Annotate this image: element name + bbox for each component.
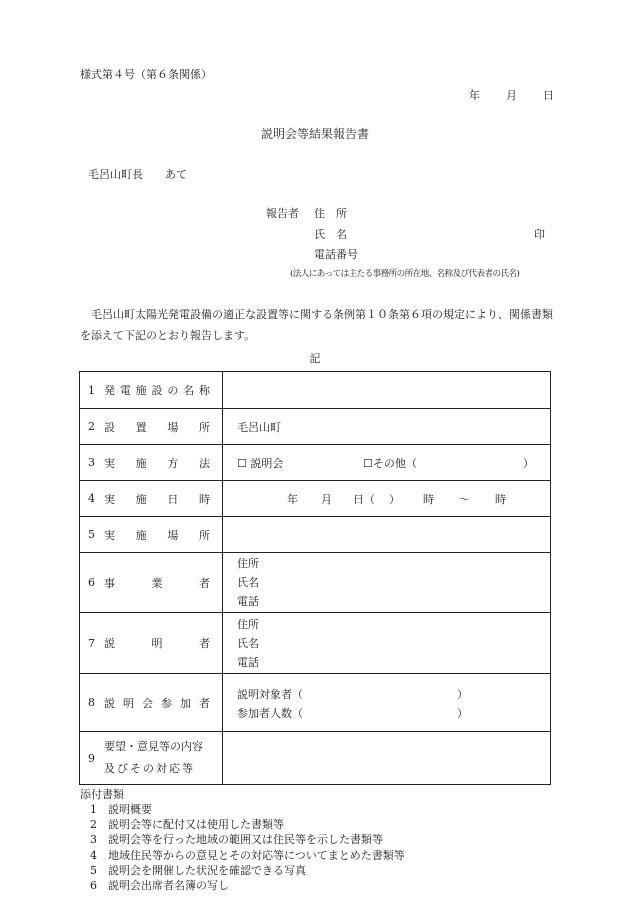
venue-label: 実 施 場 所 xyxy=(104,528,210,542)
reporter-label: 報告者 xyxy=(266,207,299,220)
ki-marker: 記 xyxy=(309,352,321,365)
list-item: 5 説明会を開催した状況を確認できる写真 xyxy=(90,863,306,877)
facility-name-label: 発 電 施 設 の 名 称 xyxy=(104,384,210,397)
explainer-label: 説 明 者 xyxy=(104,637,210,650)
addressee-name: 毛呂山町長 xyxy=(88,168,143,181)
row-number: 1 xyxy=(88,383,95,397)
facility-name-field[interactable] xyxy=(223,372,551,409)
list-item: 4 地域住民等からの意見とその対応等についてまとめた書類等 xyxy=(90,848,405,862)
location-label: 設 置 場 所 xyxy=(104,420,210,434)
attachments-heading: 添付書類 xyxy=(80,788,124,801)
table-row xyxy=(80,372,551,409)
list-item: 3 説明会等を行った地域の範囲又は住民等を示した書類等 xyxy=(90,833,383,847)
list-item: 2 説明会等に配付又は使用した書類等 xyxy=(90,818,284,832)
reporter-address-label: 住 所 xyxy=(314,207,347,220)
reporter-note: (法人にあっては主たる事務所の所在地、名称及び代表者の氏名) xyxy=(290,269,520,279)
method-label: 実 施 方 法 xyxy=(104,456,210,470)
operator-label: 事 業 者 xyxy=(104,576,210,590)
attachments-list xyxy=(90,802,405,893)
method-other-checkbox[interactable]: ☐その他（ xyxy=(363,456,417,470)
list-item: 1 説明概要 xyxy=(90,803,152,816)
reporter-phone-label: 電話番号 xyxy=(314,248,358,261)
document-title: 説明会等結果報告書 xyxy=(260,127,369,141)
date-month: 月 xyxy=(506,89,517,102)
report-table xyxy=(79,371,551,785)
date-day: 日 xyxy=(543,89,554,102)
report-date xyxy=(469,87,554,103)
report-statement: 毛呂山町太陽光発電設備の適正な設置等に関する条例第１０条第６項の規定により、関係書類を添えて下記のとおり報告します。 xyxy=(80,308,553,342)
operator-field[interactable]: 住所 氏名 電話 xyxy=(223,553,551,613)
opinions-label: 要望・意見等の内容 及びその対応等 xyxy=(104,740,203,775)
list-item: 6 説明会出席者名簿の写し xyxy=(90,879,229,893)
date-year: 年 xyxy=(469,89,480,102)
form-number: 様式第４号（第６条関係） xyxy=(80,68,212,81)
datetime-label: 実 施 日 時 xyxy=(104,492,210,506)
venue-field[interactable] xyxy=(223,517,551,553)
location-field[interactable]: 毛呂山町 xyxy=(223,409,551,445)
seal-mark: 印 xyxy=(534,228,545,241)
table-row: 5 実 施 場 所 xyxy=(80,517,551,553)
reporter-name-label: 氏 名 xyxy=(314,228,347,241)
addressee-suffix: あて xyxy=(165,168,187,181)
method-field: ☐ 説明会 ☐その他（ ） xyxy=(223,445,551,481)
explainer-field[interactable]: 住所 氏名 電話 xyxy=(223,613,551,674)
participants-label: 説 明 会 参 加 者 xyxy=(104,696,210,710)
table-row: 4 実 施 日 時 年 月 日（ ） 時 ～ 時 xyxy=(80,481,551,517)
table-row: 8 説 明 会 参 加 者 説明対象者（ ） 参加者人数（ ） xyxy=(80,674,551,732)
method-briefing-checkbox[interactable]: ☐ 説明会 xyxy=(237,456,284,470)
opinions-field[interactable] xyxy=(223,732,551,785)
table-row: 2 設 置 場 所 毛呂山町 xyxy=(80,409,551,445)
table-row: 3 実 施 方 法 ☐ 説明会 ☐その他（ ） xyxy=(80,445,551,481)
participants-field[interactable]: 説明対象者（ ） 参加者人数（ ） xyxy=(223,674,551,732)
addressee xyxy=(88,166,187,182)
table-row: 6 事 業 者 住所 氏名 電話 xyxy=(80,553,551,613)
table-row: 7 説 明 者 住所 氏名 電話 xyxy=(80,613,551,674)
datetime-field[interactable]: 年 月 日（ ） 時 ～ 時 xyxy=(223,481,551,517)
table-row: 9 要望・意見等の内容 及びその対応等 xyxy=(80,732,551,785)
